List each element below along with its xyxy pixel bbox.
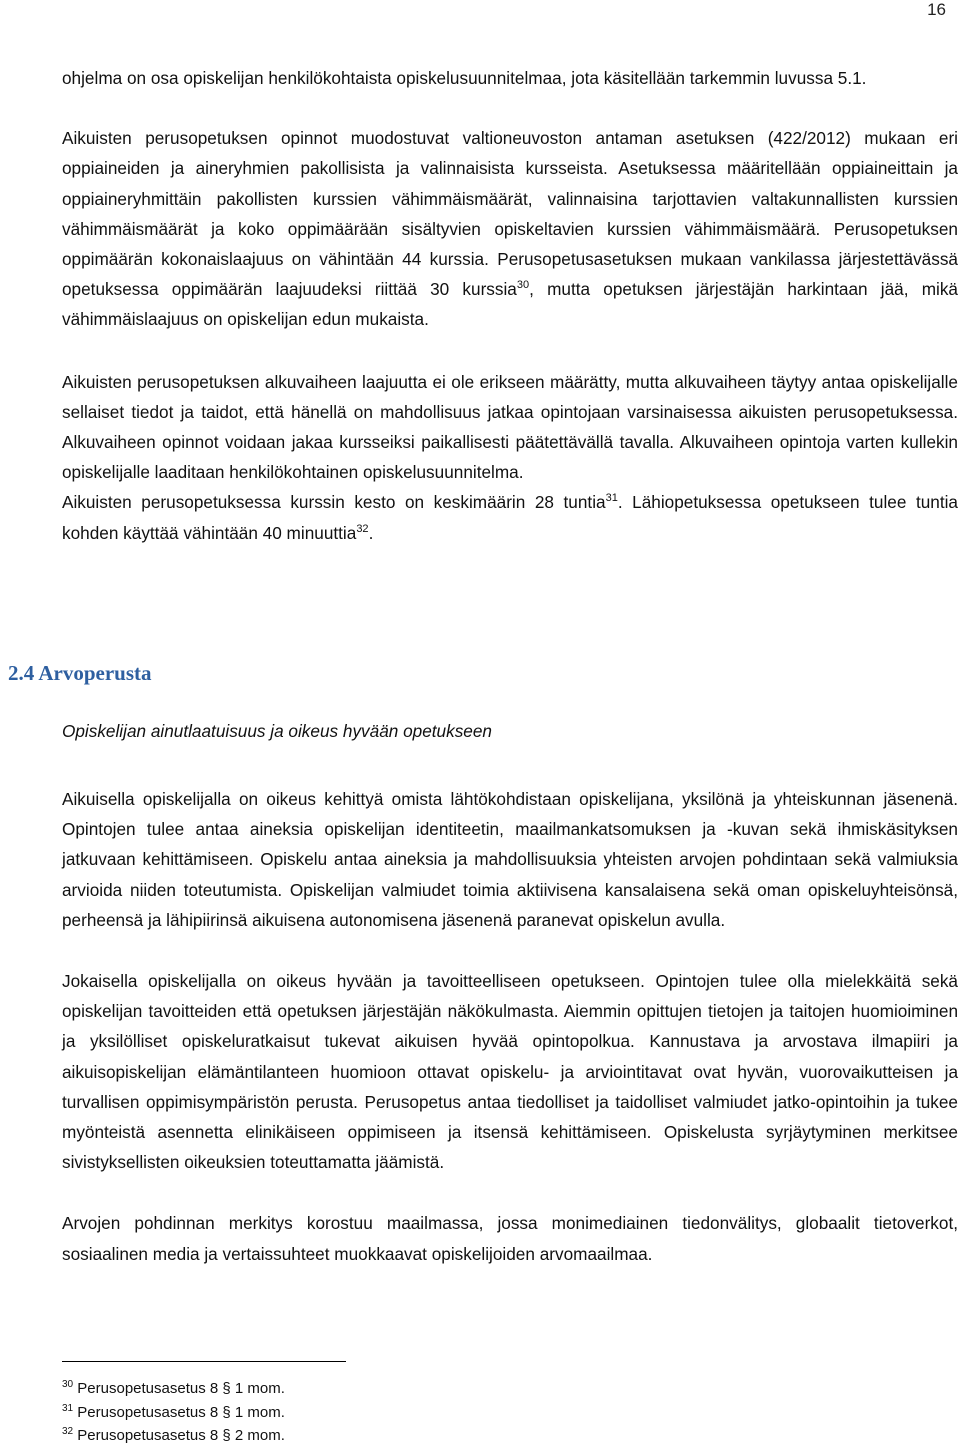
paragraph-right-to-teaching: Jokaisella opiskelijalla on oikeus hyvään ja tavoitteelliseen opetukseen. Opintojen tulee olla mielekkäitä sekä opiskelijan tavoitteiden että opetuksen järjestäjän näkökulmasta. Aiemmin opittujen tietojen ja taitojen huomioiminen ja yksilölliset opiskeluratkaisut tukevat aikuisen hyvää opintopolkua. Kannustava ja arvostava ilmapiiri ja aikuisopiskelijan elämäntilanteen huomioon ottavat opiskelu- ja arviointitavat ovat hyvän, vuorovaikutteisen ja turvallisen oppimisympäristön perusta. Perusopetus antaa tiedolliset ja taidolliset valmiudet jatko-opintoihin ja tukee myönteistä asennetta elinikäiseen oppimiseen ja itsensä kehittämiseen. Opiskelusta syrjäytyminen merkitsee sivistyksellisten oikeuksien toteuttamatta jäämistä. [62,971,958,1173]
paragraph-course-duration [62,487,958,547]
footnote-divider [62,1361,346,1362]
footnote-ref-31: 31 [605,492,618,505]
paragraph-values: Arvojen pohdinnan merkitys korostuu maailmassa, jossa monimediainen tiedonvälitys, globaalit tietoverkot, sosiaalinen media ja vertaissuhteet muokkaavat opiskelijoiden arvomaailmaa. [62,1213,958,1264]
page-number: 16 [927,0,946,19]
footnote-31 [62,1401,285,1425]
footnote-32 [62,1424,285,1448]
paragraph-initial-phase: Aikuisten perusopetuksen alkuvaiheen laajuutta ei ole erikseen määrätty, mutta alkuvaiheen täytyy antaa opiskelijalle sellaiset tiedot ja taidot, että hänellä on mahdollisuus jatkaa opintojaan varsinaisessa aikuisten perusopetuksessa. Alkuvaiheen opinnot voidaan jakaa kursseiksi paikallisesti päätettävällä tavalla. Alkuvaiheen opintoja varten kullekin opiskelijalle laaditaan henkilökohtainen opiskelusuunnitelma. [62,371,958,483]
paragraph-text: Aikuisten perusopetuksessa kurssin kesto on keskimäärin 28 tuntia [62,492,606,513]
paragraph-right-to-develop: Aikuisella opiskelijalla on oikeus kehittyä omista lähtökohdistaan opiskelijana, yksilönä ja yhteiskunnan jäsenenä. Opintojen tulee antaa aineksia opiskelijan identiteetin, maailmankatsomuksen ja -kuvan sekä ihmiskäsityksen jatkuvaan kehittämiseen. Opiskelu antaa aineksia ja mahdollisuuksia yhteisten arvojen pohdintaan sekä valmiuksia arvioida niiden toteutumista. Opiskelijan valmiudet toimia aktiivisena kansalaisena sekä oman opiskeluyhteisönsä, perheensä ja lähipiirinsä aikuisena autonomisena jäsenenä paranevat opiskelun avulla. [62,789,958,930]
footnote-30 [62,1377,285,1401]
body-text-block [62,784,958,1269]
footnote-number: 30 [62,1379,74,1390]
footnote-number: 32 [62,1426,74,1437]
paragraph-text: . Lähiopetuksessa opetukseen tulee tuntia kohden käyttää vähintään 40 minuuttia [62,492,958,543]
footnote-number: 31 [62,1402,74,1414]
footnote-ref-30: 30 [516,279,530,292]
paragraph-course-structure [62,123,958,334]
subheading: Opiskelijan ainutlaatuisuus ja oikeus hyvään opetukseen [62,721,492,741]
footnote-text: Perusopetusasetus 8 § 1 mom. [77,1403,285,1421]
top-text-block [62,63,958,548]
footnotes [62,1377,285,1448]
footnote-text: Perusopetusasetus 8 § 1 mom. [77,1380,285,1397]
paragraph-text: Aikuisten perusopetuksen opinnot muodostuvat valtioneuvoston antaman asetuksen (422/2012) mukaan eri oppiaineiden ja aineryhmien pakollisista ja valinnaisista kursseista. Asetuksessa määritellään oppiaineittain ja oppiaineryhmittäin pakollisten kurssien vähimmäismäärät, valinnaisina tarjottavien valtakunnallisten kurssien vähimmäismäärät ja koko oppimäärään sisältyvien opiskeltavien kurssien vähimmäismäärä. Perusopetuksen oppimäärän kokonaislaajuus on vähintään 44 kurssia. Perusopetusasetuksen mukaan vankilassa järjestettävässä opetuksessa oppimäärän laajuudeksi riittää 30 kurssia [62,128,958,300]
paragraph-text: . [368,522,374,543]
footnote-ref-32: 32 [356,522,369,535]
paragraph-intro: ohjelma on osa opiskelijan henkilökohtaista opiskelusuunnitelmaa, jota käsitellään tarkemmin luvussa 5.1. [62,68,867,88]
footnote-text: Perusopetusasetus 8 § 2 mom. [77,1427,285,1444]
paragraph-text: , mutta opetuksen järjestäjän harkintaan jää, mikä vähimmäislaajuus on opiskelijan edun mukaista. [62,279,958,330]
section-heading: 2.4 Arvoperusta [8,661,152,685]
